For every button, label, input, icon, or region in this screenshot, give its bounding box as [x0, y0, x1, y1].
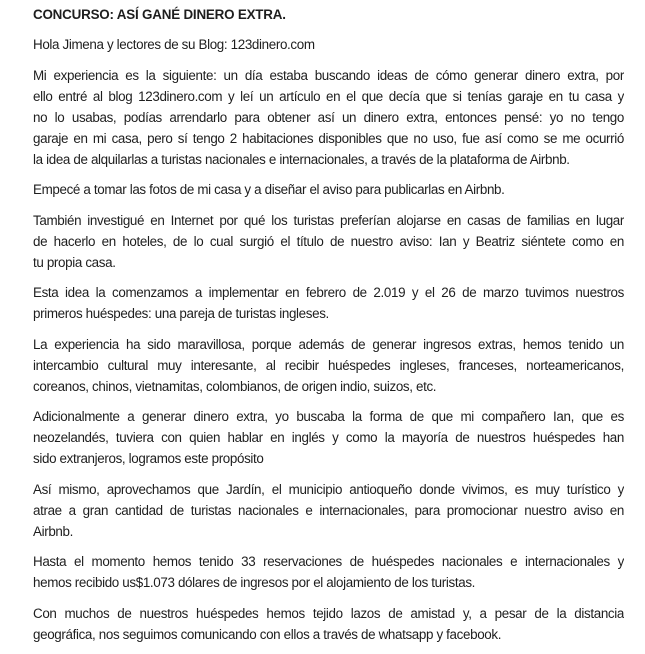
paragraph-line: garaje en mi casa, pero sí tengo 2 habitaciones disponibles que no uso, fue así como se me ocurrió [33, 130, 624, 146]
paragraph-line: Así mismo, aprovechamos que Jardín, el municipio antioqueño donde vivimos, es muy turístico y [33, 481, 624, 497]
paragraph-line: hemos recibido us$1.073 dólares de ingresos por el alojamiento de los turistas. [33, 575, 476, 590]
paragraph-line: no lo usabas, podías arrendarlo para obtener así un dinero extra, entonces pensé: yo no tengo [33, 109, 624, 125]
paragraph-line: Con muchos de nuestros huéspedes hemos tejido lazos de amistad y, a pesar de la distancia [33, 605, 624, 621]
paragraph-line: coreanos, chinos, vietnamitas, colombianos, de origen indio, suizos, etc. [33, 378, 437, 394]
document-body [33, 4, 624, 654]
paragraph [33, 479, 624, 542]
paragraph-line: sido extranjeros, logramos este propósito [33, 451, 264, 466]
paragraph [33, 406, 624, 469]
paragraph-line: tu propia casa. [33, 254, 116, 270]
paragraph-line: primeros huéspedes: una pareja de turistas ingleses. [33, 306, 329, 321]
paragraph [33, 551, 624, 593]
paragraph [33, 282, 624, 324]
paragraph-line: Hola Jimena y lectores de su Blog: 123dinero.com [33, 37, 315, 52]
paragraph-line: atrae a gran cantidad de turistas nacionales e internacionales, para promocionar nuestro aviso en [33, 502, 624, 518]
document-title: CONCURSO: ASÍ GANÉ DINERO EXTRA. [33, 7, 286, 22]
paragraph-line: Adicionalmente a generar dinero extra, yo buscaba la forma de que mi compañero Ian, que es [33, 409, 624, 424]
paragraph-line: la idea de alquilarlas a turistas nacionales e internacionales, a través de la plataforma de Airbnb. [33, 151, 570, 167]
paragraph-line: intercambio cultural muy interesante, al recibir huéspedes ingleses, franceses, norteamericanos, [33, 357, 624, 373]
paragraph [33, 65, 624, 170]
paragraph-line: de hacerlo en hoteles, de lo cual surgió el título de nuestro aviso: Ian y Beatriz siéntete como en [33, 233, 624, 249]
paragraph-line: neozelandés, tuviera con quien hablar en inglés y como la mayoría de nuestros huéspedes han [33, 430, 624, 445]
paragraph [33, 603, 624, 645]
paragraph [33, 210, 624, 273]
paragraph-line: ello entré al blog 123dinero.com y leí un artículo en el que decía que si tenías garaje en tu casa y [33, 88, 624, 104]
paragraph-line: geográfica, nos seguimos comunicando con ellos a través de whatsapp y facebook. [33, 626, 502, 642]
paragraphs [33, 34, 624, 645]
paragraph-line: La experiencia ha sido maravillosa, porque además de generar ingresos extras, hemos tenido un [33, 336, 624, 352]
paragraph-line: Hasta el momento hemos tenido 33 reservaciones de huéspedes nacionales e internacionales y [33, 554, 624, 569]
paragraph-line: Esta idea la comenzamos a implementar en febrero de 2.019 y el 26 de marzo tuvimos nuestros [33, 285, 624, 300]
paragraph-line: También investigué en Internet por qué los turistas preferían alojarse en casas de familias en lugar [33, 212, 624, 228]
paragraph-line: Airbnb. [33, 523, 73, 539]
paragraph-line: Empecé a tomar las fotos de mi casa y a diseñar el aviso para publicarlas en Airbnb. [33, 182, 505, 197]
paragraph-line: Mi experiencia es la siguiente: un día estaba buscando ideas de cómo generar dinero extra, por [33, 67, 624, 83]
paragraph [33, 179, 624, 200]
paragraph [33, 34, 624, 55]
paragraph [33, 334, 624, 397]
